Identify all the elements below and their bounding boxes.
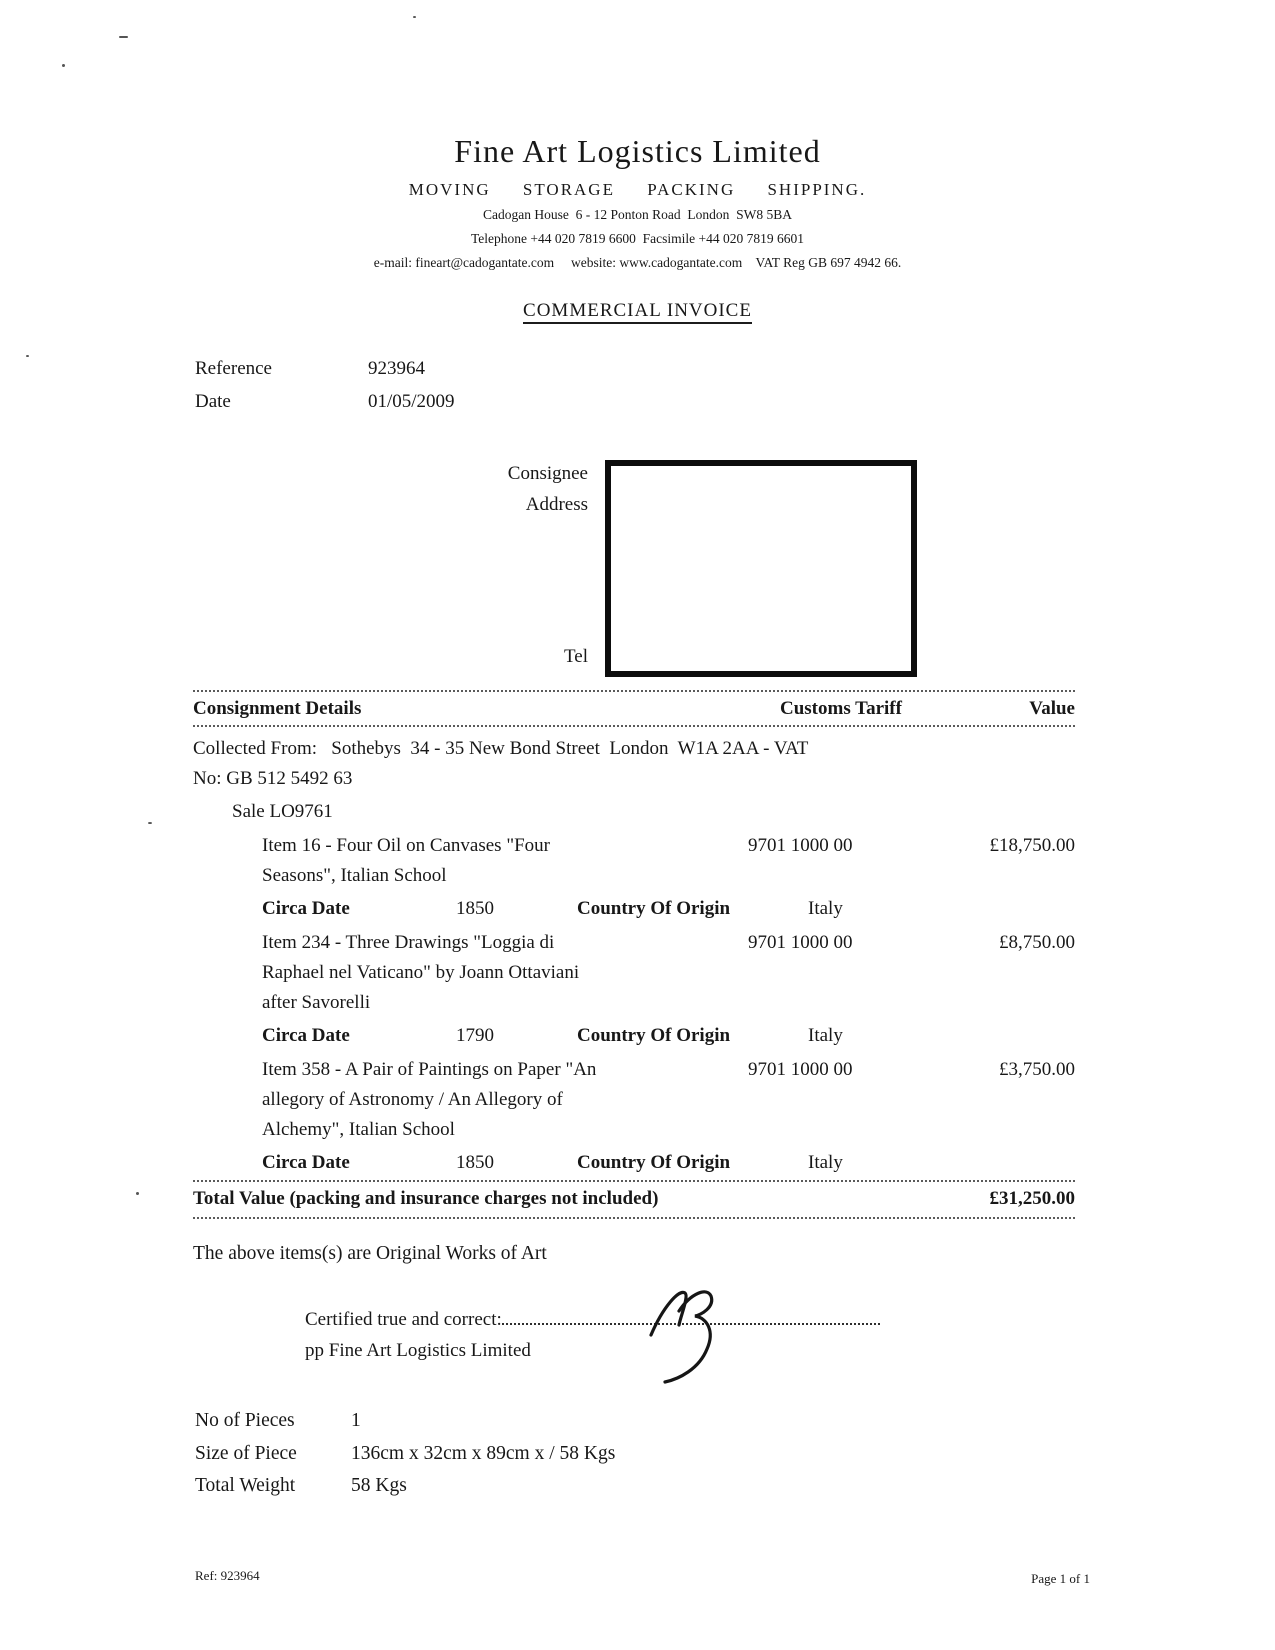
item-value: £18,750.00 (989, 835, 1075, 856)
item-description: Item 16 - Four Oil on Canvases "Four Seasons", Italian School (262, 835, 550, 886)
circa-date-label: Circa Date (262, 1152, 350, 1173)
country-of-origin-label: Country Of Origin (577, 1025, 731, 1046)
table-header (193, 692, 1075, 725)
col-value: Value (1029, 698, 1075, 719)
circa-row (193, 1148, 1075, 1178)
shipment-info (195, 1405, 615, 1503)
country-of-origin-value: Italy (808, 1025, 843, 1046)
footer-page-number: Page 1 of 1 (1031, 1571, 1090, 1586)
total-row (193, 1182, 1075, 1217)
dotted-divider (193, 725, 1075, 727)
item-description: Item 234 - Three Drawings "Loggia di Raphael nel Vaticano" by Joann Ottaviani after Savorelli (262, 932, 580, 1013)
consignee-tel-label: Tel (564, 646, 588, 667)
collected-from: Collected From: Sothebys 34 - 35 New Bond Street London W1A 2AA - VAT No: GB 512 5492 63 (193, 738, 809, 789)
circa-date-value: 1850 (456, 1152, 494, 1173)
invoice-item (193, 1055, 1075, 1145)
country-of-origin-label: Country Of Origin (577, 898, 731, 919)
item-tariff: 9701 1000 00 (748, 1059, 853, 1080)
total-value: £31,250.00 (989, 1188, 1075, 1209)
date-label: Date (195, 391, 231, 412)
invoice-meta (195, 352, 455, 418)
invoice-item (193, 928, 1075, 1018)
scan-speck (26, 355, 29, 357)
circa-date-value: 1850 (456, 898, 494, 919)
certification-section (305, 1303, 880, 1362)
reference-row (195, 352, 455, 385)
size-row (195, 1438, 615, 1471)
date-value: 01/05/2009 (368, 391, 455, 412)
item-tariff: 9701 1000 00 (748, 932, 853, 953)
certified-line (305, 1303, 880, 1331)
scan-speck (136, 1192, 139, 1195)
company-tagline: MOVING STORAGE PACKING SHIPPING. (408, 180, 867, 199)
item-tariff: 9701 1000 00 (748, 835, 853, 856)
item-description: Item 358 - A Pair of Paintings on Paper "An allegory of Astronomy / An Allegory of Alchemy", Italian School (262, 1059, 597, 1140)
col-consignment-details: Consignment Details (193, 698, 362, 719)
col-customs-tariff: Customs Tariff (780, 698, 902, 719)
item-value: £3,750.00 (999, 1059, 1075, 1080)
pp-company-line: pp Fine Art Logistics Limited (305, 1340, 531, 1361)
consignee-address-label: Address (525, 494, 588, 515)
item-value: £8,750.00 (999, 932, 1075, 953)
circa-date-label: Circa Date (262, 1025, 350, 1046)
certified-label: Certified true and correct: (305, 1309, 502, 1330)
size-label: Size of Piece (195, 1442, 297, 1464)
pieces-label: No of Pieces (195, 1410, 295, 1431)
country-of-origin-value: Italy (808, 1152, 843, 1173)
country-of-origin-value: Italy (808, 898, 843, 919)
scan-speck (62, 64, 65, 67)
consignment-table (193, 690, 1075, 1219)
country-of-origin-label: Country Of Origin (577, 1152, 731, 1173)
weight-row (195, 1470, 615, 1503)
consignee-section (0, 458, 1000, 680)
scan-speck (148, 822, 152, 824)
letterhead (0, 133, 1275, 272)
circa-date-label: Circa Date (262, 898, 350, 919)
scan-speck (413, 16, 416, 18)
signature (645, 1279, 765, 1384)
date-row (195, 385, 455, 418)
company-name: Fine Art Logistics Limited (454, 133, 821, 169)
circa-row (193, 1021, 1075, 1051)
pieces-row (195, 1405, 615, 1438)
footer-reference: Ref: 923964 (195, 1568, 260, 1583)
size-value: 136cm x 32cm x 89cm x / 58 Kgs (351, 1442, 616, 1464)
sale-reference: Sale LO9761 (232, 801, 333, 822)
weight-label: Total Weight (195, 1475, 296, 1496)
consignee-redaction-box (605, 460, 917, 677)
circa-row (193, 894, 1075, 924)
scan-speck (119, 36, 128, 38)
circa-date-value: 1790 (456, 1025, 494, 1046)
document-title: COMMERCIAL INVOICE (0, 300, 1275, 322)
reference-value: 923964 (368, 358, 425, 379)
pieces-value: 1 (351, 1410, 361, 1431)
phone-line: Telephone +44 020 7819 6600 Facsimile +44 020 7819 6601 (471, 231, 804, 246)
total-label: Total Value (packing and insurance charges not included) (193, 1188, 659, 1209)
consignee-label: Consignee (507, 463, 588, 484)
reference-label: Reference (195, 358, 272, 379)
invoice-item (193, 831, 1075, 891)
weight-value: 58 Kgs (351, 1475, 407, 1496)
address-line: Cadogan House 6 - 12 Ponton Road London SW8 5BA (483, 207, 792, 222)
works-of-art-statement: The above items(s) are Original Works of Art (193, 1243, 547, 1264)
dotted-divider (193, 1217, 1075, 1219)
email-web-vat-line: e-mail: fineart@cadogantate.com website: www.cadogantate.com VAT Reg GB 697 4942 66. (373, 255, 902, 270)
